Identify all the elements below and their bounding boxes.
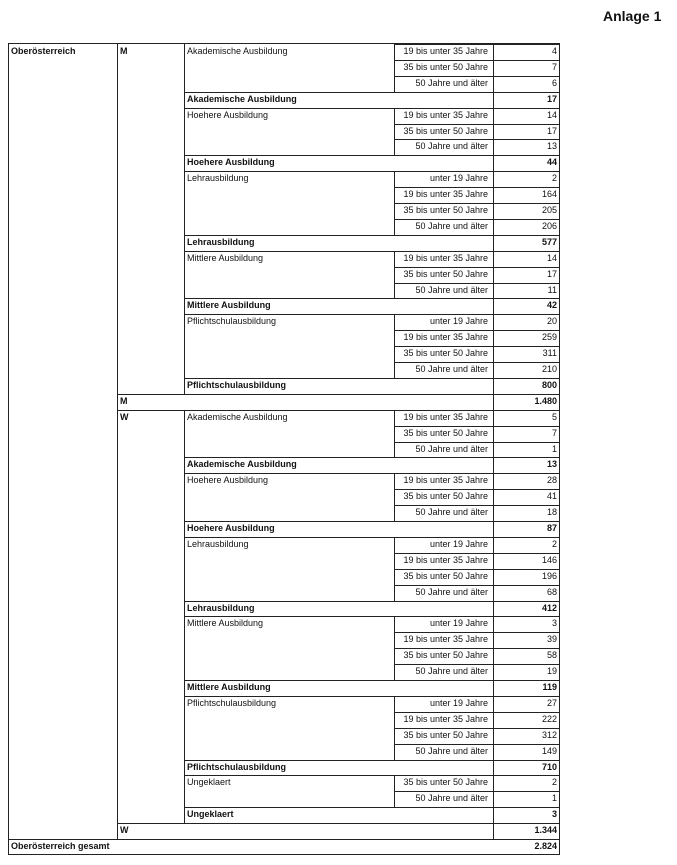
age-group: 50 Jahre und älter <box>415 507 488 517</box>
gender-column-border <box>117 44 118 839</box>
age-column-border <box>394 410 395 458</box>
age-column-border <box>394 473 395 521</box>
age-group: 35 bis unter 50 Jahre <box>403 491 488 501</box>
value-column-border <box>493 601 494 617</box>
age-group: 19 bis unter 35 Jahre <box>403 714 488 724</box>
education-subtotal-value: 3 <box>551 809 557 819</box>
age-group: 50 Jahre und älter <box>415 793 488 803</box>
count-value: 28 <box>546 475 557 485</box>
gender-code: M <box>120 46 128 56</box>
value-column-border <box>493 155 494 171</box>
age-group: 50 Jahre und älter <box>415 444 488 454</box>
value-column-border <box>493 473 494 521</box>
value-column-border <box>493 457 494 473</box>
attachment-label: Anlage 1 <box>603 8 662 24</box>
education-subtotal-value: 412 <box>541 603 557 613</box>
age-group: 35 bis unter 50 Jahre <box>403 777 488 787</box>
age-column-border <box>394 775 395 807</box>
age-group: 50 Jahre und älter <box>415 746 488 756</box>
value-column-border <box>493 760 494 776</box>
count-value: 149 <box>541 746 557 756</box>
age-column-border <box>394 537 395 601</box>
value-column-border <box>493 410 494 458</box>
count-value: 2 <box>551 777 557 787</box>
age-group: unter 19 Jahre <box>429 316 488 326</box>
value-column-border <box>493 251 494 299</box>
education-level: Lehrausbildung <box>187 539 249 549</box>
age-group: 19 bis unter 35 Jahre <box>403 555 488 565</box>
age-group: 35 bis unter 50 Jahre <box>403 205 488 215</box>
education-subtotal-value: 119 <box>542 682 557 692</box>
value-column-border <box>493 537 494 601</box>
age-group: 35 bis unter 50 Jahre <box>403 730 488 740</box>
gender-total-label: W <box>120 825 129 835</box>
count-value: 17 <box>546 126 557 136</box>
value-column-border <box>493 314 494 378</box>
age-group: 35 bis unter 50 Jahre <box>403 62 488 72</box>
count-value: 2 <box>551 539 557 549</box>
education-level: Akademische Ausbildung <box>187 46 288 56</box>
count-value: 20 <box>546 316 557 326</box>
age-column-border <box>394 108 395 156</box>
age-group: 35 bis unter 50 Jahre <box>403 126 488 136</box>
age-group: 50 Jahre und älter <box>415 78 488 88</box>
education-level: Mittlere Ausbildung <box>187 253 264 263</box>
age-column-border <box>394 251 395 299</box>
count-value: 7 <box>551 428 557 438</box>
count-value: 39 <box>546 634 557 644</box>
education-subtotal-value: 44 <box>546 157 557 167</box>
count-value: 205 <box>541 205 557 215</box>
gender-total-value: 1.480 <box>534 396 557 406</box>
count-value: 27 <box>546 698 557 708</box>
count-value: 14 <box>546 110 557 120</box>
count-value: 206 <box>541 221 557 231</box>
count-value: 7 <box>551 62 557 72</box>
education-subtotal-label: Ungeklaert <box>187 809 234 819</box>
value-column-border <box>493 298 494 314</box>
count-value: 19 <box>546 666 557 676</box>
education-subtotal-value: 17 <box>546 94 557 104</box>
value-column-border <box>493 44 494 92</box>
count-value: 68 <box>546 587 557 597</box>
grand-total-value: 2.824 <box>534 841 557 851</box>
age-group: 50 Jahre und älter <box>415 587 488 597</box>
gender-total-label: M <box>120 396 128 406</box>
count-value: 5 <box>551 412 557 422</box>
count-value: 312 <box>541 730 557 740</box>
age-group: 35 bis unter 50 Jahre <box>403 650 488 660</box>
count-value: 11 <box>547 285 557 295</box>
education-subtotal-label: Lehrausbildung <box>187 603 255 613</box>
count-value: 196 <box>541 571 557 581</box>
grand-total-label: Oberösterreich gesamt <box>11 841 110 851</box>
education-subtotal-label: Lehrausbildung <box>187 237 255 247</box>
education-subtotal-value: 710 <box>541 762 557 772</box>
value-column-border <box>493 378 494 394</box>
value-column-border <box>493 521 494 537</box>
value-column-border <box>493 92 494 108</box>
age-group: 19 bis unter 35 Jahre <box>403 110 488 120</box>
age-group: 19 bis unter 35 Jahre <box>403 332 488 342</box>
value-column-border <box>493 394 494 410</box>
value-column-border <box>493 807 494 823</box>
age-group: 50 Jahre und älter <box>415 221 488 231</box>
age-group: 35 bis unter 50 Jahre <box>403 571 488 581</box>
age-column-border <box>394 171 395 235</box>
value-column-border <box>493 680 494 696</box>
age-group: unter 19 Jahre <box>429 539 488 549</box>
count-value: 164 <box>541 189 557 199</box>
education-column-border <box>184 44 185 394</box>
education-subtotal-value: 87 <box>546 523 557 533</box>
region-label: Oberösterreich <box>11 46 76 56</box>
value-column-border <box>493 775 494 807</box>
education-subtotal-label: Mittlere Ausbildung <box>187 682 271 692</box>
age-group: 19 bis unter 35 Jahre <box>403 189 488 199</box>
count-value: 259 <box>541 332 557 342</box>
count-value: 210 <box>541 364 557 374</box>
education-level: Hoehere Ausbildung <box>187 475 269 485</box>
education-level: Hoehere Ausbildung <box>187 110 269 120</box>
education-subtotal-value: 800 <box>541 380 557 390</box>
gender-total-value: 1.344 <box>534 825 557 835</box>
education-subtotal-label: Mittlere Ausbildung <box>187 300 271 310</box>
count-value: 1 <box>551 793 557 803</box>
age-group: 19 bis unter 35 Jahre <box>403 412 488 422</box>
age-column-border <box>394 696 395 760</box>
education-subtotal-label: Akademische Ausbildung <box>187 94 297 104</box>
education-level: Akademische Ausbildung <box>187 412 288 422</box>
age-group: 19 bis unter 35 Jahre <box>403 475 488 485</box>
education-subtotal-label: Hoehere Ausbildung <box>187 523 275 533</box>
count-value: 18 <box>546 507 557 517</box>
count-value: 14 <box>546 253 557 263</box>
age-group: 35 bis unter 50 Jahre <box>403 428 488 438</box>
value-column-border <box>493 616 494 680</box>
count-value: 146 <box>541 555 557 565</box>
age-group: 50 Jahre und älter <box>415 666 488 676</box>
education-column-border <box>184 410 185 823</box>
value-column-border <box>493 235 494 251</box>
age-group: unter 19 Jahre <box>429 173 488 183</box>
education-subtotal-value: 42 <box>546 300 557 310</box>
age-group: 19 bis unter 35 Jahre <box>403 46 488 56</box>
count-value: 58 <box>546 650 557 660</box>
count-value: 311 <box>542 348 557 358</box>
count-value: 41 <box>546 491 557 501</box>
age-group: unter 19 Jahre <box>429 698 488 708</box>
age-group: 35 bis unter 50 Jahre <box>403 348 488 358</box>
count-value: 13 <box>546 141 557 151</box>
age-column-border <box>394 616 395 680</box>
age-group: unter 19 Jahre <box>429 618 488 628</box>
age-group: 19 bis unter 35 Jahre <box>403 634 488 644</box>
education-subtotal-value: 577 <box>541 237 557 247</box>
count-value: 4 <box>551 46 557 56</box>
age-group: 50 Jahre und älter <box>415 141 488 151</box>
count-value: 2 <box>551 173 557 183</box>
age-group: 19 bis unter 35 Jahre <box>403 253 488 263</box>
count-value: 1 <box>551 444 557 454</box>
count-value: 3 <box>551 618 557 628</box>
education-level: Pflichtschulausbildung <box>187 698 277 708</box>
education-level: Pflichtschulausbildung <box>187 316 277 326</box>
education-level: Ungeklaert <box>187 777 231 787</box>
gender-code: W <box>120 412 129 422</box>
value-column-border <box>493 823 494 839</box>
age-group: 50 Jahre und älter <box>415 285 488 295</box>
count-value: 6 <box>551 78 557 88</box>
age-group: 35 bis unter 50 Jahre <box>403 269 488 279</box>
education-subtotal-label: Hoehere Ausbildung <box>187 157 275 167</box>
age-column-border <box>394 314 395 378</box>
age-group: 50 Jahre und älter <box>415 364 488 374</box>
education-subtotal-value: 13 <box>546 459 557 469</box>
count-value: 17 <box>546 269 557 279</box>
value-column-border <box>493 108 494 156</box>
value-column-border <box>493 696 494 760</box>
education-level: Mittlere Ausbildung <box>187 618 264 628</box>
education-subtotal-label: Pflichtschulausbildung <box>187 762 287 772</box>
count-value: 222 <box>541 714 557 724</box>
education-level: Lehrausbildung <box>187 173 249 183</box>
education-subtotal-label: Pflichtschulausbildung <box>187 380 287 390</box>
age-column-border <box>394 44 395 92</box>
education-subtotal-label: Akademische Ausbildung <box>187 459 297 469</box>
value-column-border <box>493 171 494 235</box>
